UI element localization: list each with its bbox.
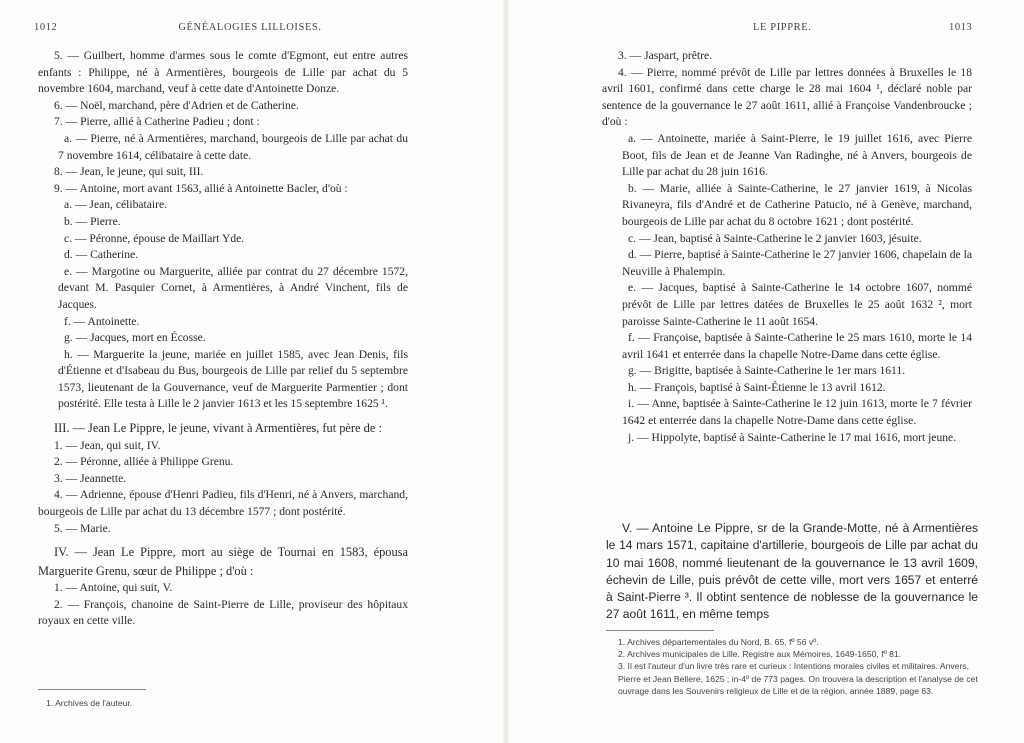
right-entries-block	[602, 48, 972, 446]
genealogy-entry: 1. — Jean, qui suit, IV.	[54, 438, 161, 452]
genealogy-entry: i. — Anne, baptisée à Sainte-Catherine le 12 juin 1613, morte le 7 février 1642 et enterrée dans la chapelle Notre-Dame dans cette église.	[622, 397, 972, 428]
genealogy-entry: g. — Jacques, mort en Écosse.	[64, 331, 206, 345]
genealogy-entry: a. — Antoinette, mariée à Saint-Pierre, le 19 juillet 1616, avec Pierre Boot, fils de Jean et de Jeanne Van Radinghe, né à Anvers, bourgeois de Lille par achat du 28 juin 1616.	[622, 131, 972, 179]
genealogy-entry: 5. — Marie.	[54, 521, 111, 535]
section-iii-heading: III. — Jean Le Pippre, le jeune, vivant à Armentières, fut père de :	[54, 421, 382, 436]
right-footnote-3: 3. Il est l'auteur d'un livre très rare et curieux : Intentions morales civiles et militaires. Anvers, Pierre et Jean Bellere, 1625 ; in-4º de 773 pages. On trouvera la description et l'analyse de cet ouvrage dans les Souvenirs religieux de Lille et de la région, année 1889, page 63.	[618, 661, 978, 696]
left-entries-block	[38, 48, 408, 413]
left-footnote-rule	[38, 689, 146, 690]
right-running-title: LE PIPPRE.	[753, 22, 812, 33]
right-footnotes	[606, 636, 978, 697]
left-entries-block-3	[38, 580, 408, 630]
section-iv-heading: IV. — Jean Le Pippre, mort au siège de Tournai en 1583, épousa Marguerite Grenu, sœur de Philippe ; d'où :	[38, 545, 408, 578]
left-footnotes	[46, 697, 406, 709]
genealogy-entry: a. — Jean, célibataire.	[64, 198, 168, 212]
genealogy-entry: c. — Péronne, épouse de Maillart Yde.	[64, 231, 245, 245]
right-footnote-1: 1. Archives départementales du Nord, B. 65, fº 56 vº.	[618, 637, 819, 647]
genealogy-entry: d. — Catherine.	[64, 248, 139, 262]
genealogy-entry: f. — Antoinette.	[64, 314, 140, 328]
left-entries-block-2	[38, 438, 408, 538]
genealogy-entry: h. — Marguerite la jeune, mariée en juillet 1585, avec Jean Denis, fils d'Étienne et d'Isabeau du Bus, bourgeois de Lille par relief du 5 septembre 1573, lieutenant de la Gouvernance, veuf de Marguerite Parmentier ; dont postérité. Elle testa à Lille le 2 janvier 1613 et les 15 septembre 1625 ¹.	[58, 347, 408, 411]
genealogy-entry: 4. — Adrienne, épouse d'Henri Padieu, fils d'Henri, né à Anvers, marchand, bourgeois de Lille par achat du 13 décembre 1577 ; dont postérité.	[38, 488, 408, 518]
genealogy-entry: d. — Pierre, baptisé à Sainte-Catherine le 27 janvier 1606, chapelain de la Neuville à Phalempin.	[622, 248, 972, 278]
genealogy-entry: 3. — Jaspart, prêtre.	[618, 49, 713, 62]
genealogy-entry: 7. — Pierre, allié à Catherine Padieu ; dont :	[54, 115, 260, 129]
right-footnote-2: 2. Archives municipales de Lille. Registre aux Mémoires, 1649-1650, fº 81.	[618, 649, 902, 660]
genealogy-entry: 2. — Péronne, alliée à Philippe Grenu.	[54, 455, 234, 469]
genealogy-entry: 3. — Jeannette.	[54, 471, 127, 485]
genealogy-entry: 9. — Antoine, mort avant 1563, allié à Antoinette Bacler, d'où :	[54, 181, 348, 195]
left-running-title: GÉNÉALOGIES LILLOISES.	[178, 22, 322, 33]
right-page	[508, 0, 1024, 743]
genealogy-entry: g. — Brigitte, baptisée à Sainte-Catherine le 1er mars 1611.	[628, 364, 906, 378]
genealogy-entry: 2. — François, chanoine de Saint-Pierre de Lille, proviseur des hôpitaux royaux en cette ville.	[38, 597, 408, 628]
genealogy-entry: 6. — Noël, marchand, père d'Adrien et de Catherine.	[54, 98, 299, 112]
genealogy-entry: 5. — Guilbert, homme d'armes sous le comte d'Egmont, eut entre autres enfants : Philippe, né à Armentières, bourgeois de Lille par achat du 5 novembre 1604, marchand, veuf à cette date d'Antoinette Donze.	[38, 49, 408, 96]
genealogy-entry: e. — Margotine ou Marguerite, alliée par contrat du 27 décembre 1572, devant M. Pasquier Cornet, à Armentières, à André Vinchent, fils de Jacques.	[58, 264, 408, 311]
right-footnote-rule	[606, 630, 714, 631]
left-page	[0, 0, 508, 743]
genealogy-entry: 1. — Antoine, qui suit, V.	[54, 581, 173, 595]
right-text-column	[602, 48, 972, 446]
genealogy-entry: j. — Hippolyte, baptisé à Sainte-Catherine le 17 mai 1616, mort jeune.	[628, 430, 957, 444]
genealogy-entry: h. — François, baptisé à Saint-Étienne le 13 avril 1612.	[628, 380, 886, 394]
genealogy-entry: c. — Jean, baptisé à Sainte-Catherine le 2 janvier 1603, jésuite.	[628, 231, 922, 245]
left-page-number: 1012	[34, 22, 58, 33]
genealogy-entry: 4. — Pierre, nommé prévôt de Lille par lettres données à Bruxelles le 18 avril 1601, confirmé dans cette charge le 28 mai 1604 ¹, déclaré noble par sentence de la gouvernance le 27 août 1611, allié à Françoise Vandenbroucke ; d'où :	[602, 65, 972, 129]
left-footnote-1: 1. Archives de l'auteur.	[46, 698, 133, 708]
right-page-number: 1013	[949, 22, 973, 33]
genealogy-entry: 8. — Jean, le jeune, qui suit, III.	[54, 165, 204, 179]
genealogy-entry: b. — Marie, alliée à Sainte-Catherine, le 27 janvier 1619, à Nicolas Rivaneyra, fils d'André et de Catherine Patucio, né à Genève, marchand, bourgeois de Lille par achat du 8 octobre 1621 ; dont postérité.	[622, 181, 972, 228]
left-text-column	[38, 48, 408, 630]
section-v-heading: V. — Antoine Le Pippre, sr de la Grande-Motte, né à Armentières le 14 mars 1571, capitaine d'artillerie, bourgeois de Lille par achat du 10 mai 1608, nommé lieutenant de la gouvernance le 13 avril 1609, échevin de Lille, puis prévôt de cette ville, mort vers 1657 et enterré à Saint-Pierre ³. Il obtint sentence de noblesse de la gouvernance le 27 août 1611, en même temps	[606, 521, 978, 622]
genealogy-entry: b. — Pierre.	[64, 214, 121, 228]
right-section-column	[606, 514, 978, 624]
genealogy-entry: f. — Françoise, baptisée à Sainte-Catherine le 25 mars 1610, morte le 14 avril 1641 et enterrée dans la chapelle Notre-Dame dans cette église.	[622, 331, 972, 361]
genealogy-entry: e. — Jacques, baptisé à Sainte-Catherine le 14 octobre 1607, nommé prévôt de Lille par lettres datées de Bruxelles le 25 août 1632 ², mort paroisse Sainte-Catherine le 11 août 1654.	[622, 281, 972, 328]
genealogy-entry: a. — Pierre, né à Armentières, marchand, bourgeois de Lille par achat du 7 novembre 1614, célibataire à cette date.	[58, 131, 408, 162]
